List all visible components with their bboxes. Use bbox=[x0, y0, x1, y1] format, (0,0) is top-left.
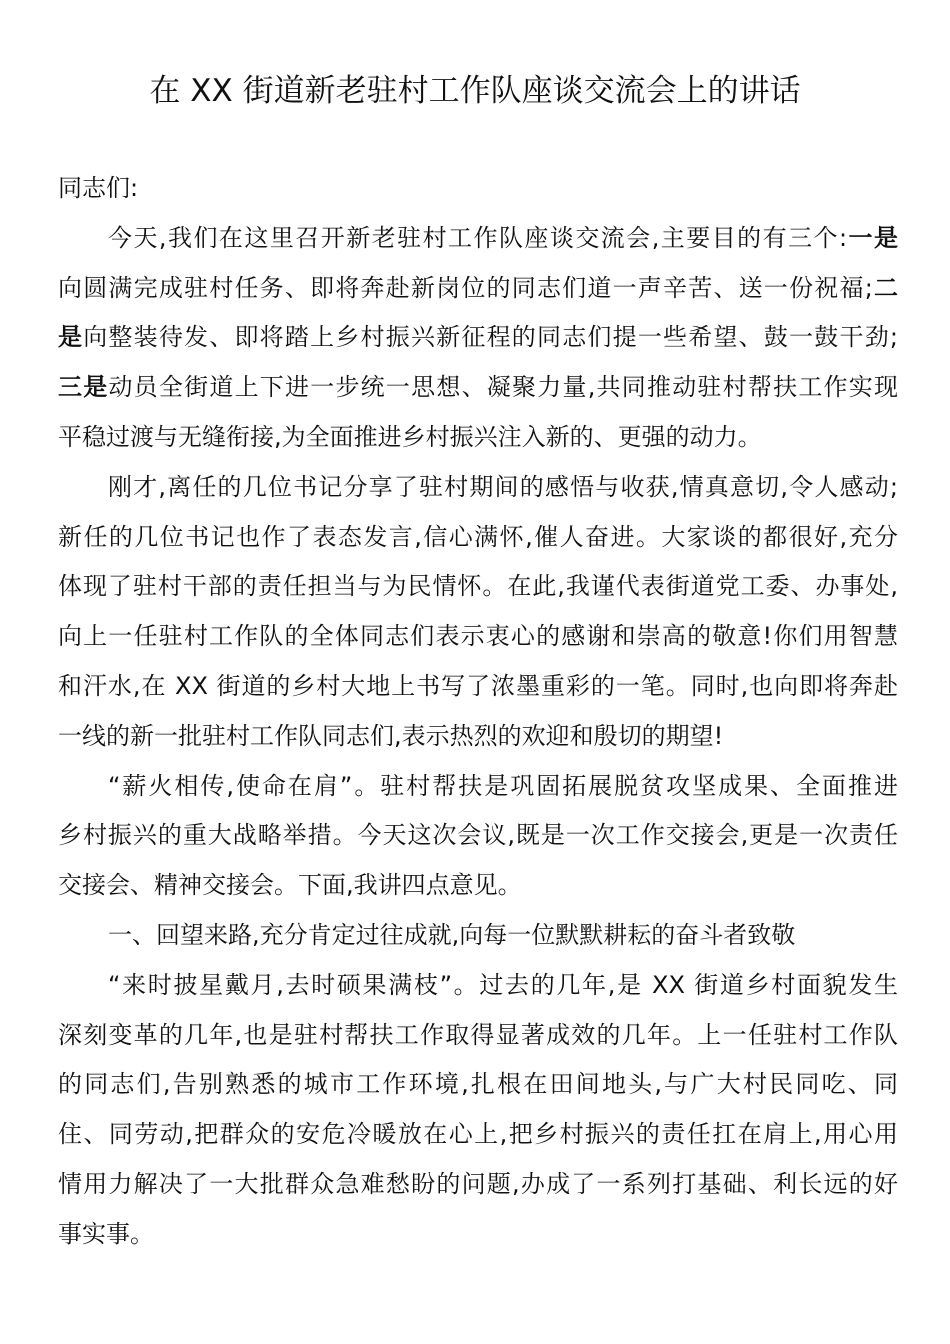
text-segment: 情用力解决了一大批群众急难愁盼的问题,办成了一系列打基础、利长远的好 bbox=[58, 1169, 898, 1198]
text-line bbox=[58, 1160, 898, 1210]
text-line bbox=[58, 712, 898, 762]
text-segment: 一、回望来路,充分肯定过往成就,向每一位默默耕耘的奋斗者致敬 bbox=[108, 920, 796, 949]
text-segment: “薪火相传,使命在肩”。驻村帮扶是巩固拓展脱贫攻坚成果、全面推进 bbox=[108, 771, 898, 800]
text-line bbox=[58, 662, 898, 712]
salutation: 同志们: bbox=[58, 174, 139, 202]
text-segment: 今天,我们在这里召开新老驻村工作队座谈交流会,主要目的有三个: bbox=[108, 223, 848, 252]
text-segment: 平稳过渡与无缝衔接,为全面推进乡村振兴注入新的、更强的动力。 bbox=[58, 422, 762, 451]
text-segment: 向圆满完成驻村任务、即将奔赴新岗位的同志们道一声辛苦、送一份祝福; bbox=[58, 273, 873, 302]
text-segment: 和汗水,在 XX 街道的乡村大地上书写了浓墨重彩的一笔。同时,也向即将奔赴 bbox=[58, 671, 898, 700]
text-line bbox=[58, 811, 898, 861]
text-line bbox=[58, 264, 898, 314]
text-line bbox=[58, 214, 898, 264]
text-segment: 乡村振兴的重大战略举措。今天这次会议,既是一次工作交接会,更是一次责任 bbox=[58, 821, 898, 850]
text-line bbox=[58, 1011, 898, 1061]
text-line bbox=[58, 413, 898, 463]
text-segment: 住、同劳动,把群众的安危冷暖放在心上,把乡村振兴的责任扛在肩上,用心用 bbox=[58, 1120, 898, 1149]
document-body bbox=[58, 164, 898, 1260]
bold-segment: 三是 bbox=[58, 373, 109, 402]
text-line bbox=[58, 911, 898, 961]
text-segment: 事实事。 bbox=[58, 1219, 154, 1248]
document-title: 在 XX 街道新老驻村工作队座谈交流会上的讲话 bbox=[149, 73, 801, 109]
text-segment: 刚才,离任的几位书记分享了驻村期间的感悟与收获,情真意切,令人感动; bbox=[108, 472, 898, 501]
text-segment: 动员全街道上下进一步统一思想、凝聚力量,共同推动驻村帮扶工作实现 bbox=[108, 373, 898, 402]
text-line bbox=[58, 612, 898, 662]
text-segment: 向上一任驻村工作队的全体同志们表示衷心的感谢和崇高的敬意!你们用智慧 bbox=[58, 622, 898, 651]
text-line bbox=[58, 562, 898, 612]
text-line bbox=[58, 961, 898, 1011]
text-segment: 深刻变革的几年,也是驻村帮扶工作取得显著成效的几年。上一任驻村工作队 bbox=[58, 1020, 898, 1049]
text-segment: 新任的几位书记也作了表态发言,信心满怀,催人奋进。大家谈的都很好,充分 bbox=[58, 522, 898, 551]
text-line bbox=[58, 1060, 898, 1110]
text-segment: 向整装待发、即将踏上乡村振兴新征程的同志们提一些希望、鼓一鼓干劲; bbox=[83, 323, 898, 352]
text-line bbox=[58, 363, 898, 413]
text-line bbox=[58, 513, 898, 563]
paragraph-lines bbox=[58, 214, 898, 1260]
text-segment: 交接会、精神交接会。下面,我讲四点意见。 bbox=[58, 871, 522, 900]
text-line bbox=[58, 463, 898, 513]
text-line bbox=[58, 1210, 898, 1260]
text-line bbox=[58, 1110, 898, 1160]
text-line bbox=[58, 762, 898, 812]
text-segment: “来时披星戴月,去时硕果满枝”。过去的几年,是 XX 街道乡村面貌发生 bbox=[108, 970, 898, 999]
text-segment: 的同志们,告别熟悉的城市工作环境,扎根在田间地头,与广大村民同吃、同 bbox=[58, 1070, 898, 1099]
text-line bbox=[58, 861, 898, 911]
text-line bbox=[58, 313, 898, 363]
text-segment: 体现了驻村干部的责任担当与为民情怀。在此,我谨代表街道党工委、办事处, bbox=[58, 572, 898, 601]
bold-segment: 一是 bbox=[847, 223, 899, 252]
bold-segment: 二 bbox=[872, 273, 898, 302]
text-segment: 一线的新一批驻村工作队同志们,表示热烈的欢迎和殷切的期望! bbox=[58, 721, 724, 750]
bold-segment: 是 bbox=[58, 323, 84, 352]
